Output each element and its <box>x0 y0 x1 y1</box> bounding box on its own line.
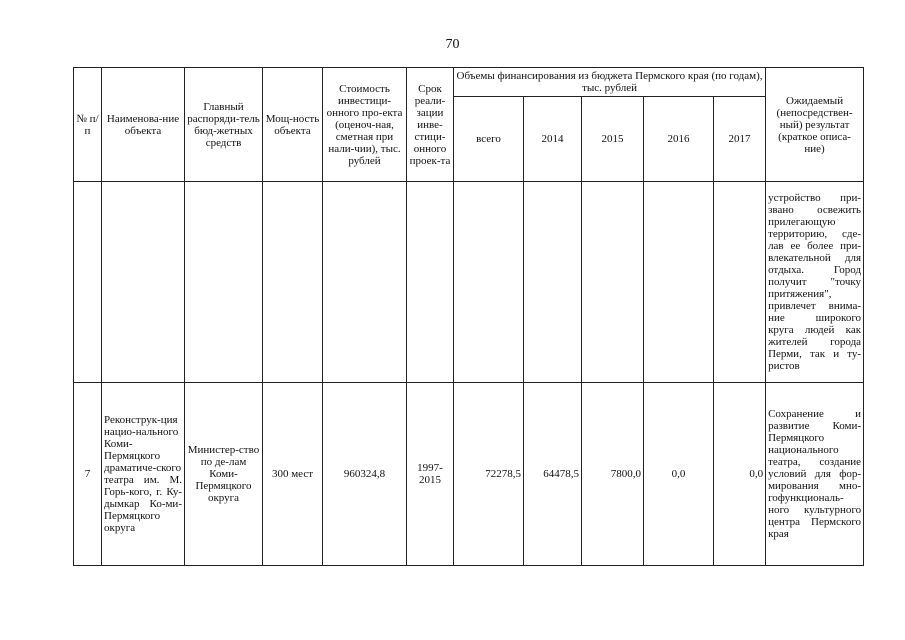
header-result: Ожидаемый (непосредствен-ный) результат (краткое описа-ние) <box>766 68 864 182</box>
term-cell: 1997-2015 <box>407 383 454 566</box>
header-total: всего <box>454 97 524 182</box>
total-cell: 72278,5 <box>454 383 524 566</box>
header-cost: Стоимость инвестици-онного про-екта (оценоч-ная, сметная при нали-чии), тыс. рублей <box>323 68 407 182</box>
header-2016: 2016 <box>644 97 714 182</box>
y2015-cell: 7800,0 <box>582 383 644 566</box>
header-name: Наименова-ние объекта <box>102 68 185 182</box>
header-2017: 2017 <box>714 97 766 182</box>
result-cell: Сохранение и развитие Коми-Пермяцкого национального театра, создание условий для фор-мирования мно-гофункциональ-ного культурного центра Пермского края <box>766 383 864 566</box>
header-num: № п/п <box>74 68 102 182</box>
header-term: Срок реали-зации инве-стици-онного проек-та <box>407 68 454 182</box>
name-cell: Реконструк-ция нацио-нального Коми-Пермяцкого драматиче-ского театра им. М. Горь-кого, г. Ку-дымкар Ко-ми-Пермяцкого округа <box>102 383 185 566</box>
y2016-cell: 0,0 <box>644 383 714 566</box>
manager-cell: Министер-ство по де-лам Коми-Пермяцкого округа <box>185 383 263 566</box>
header-funding: Объемы финансирования из бюджета Пермского края (по годам), тыс. рублей <box>454 68 766 97</box>
page-number: 70 <box>445 37 460 52</box>
table-row <box>74 182 864 383</box>
table-header-row <box>74 68 864 97</box>
investment-projects-table <box>73 67 864 566</box>
header-2015: 2015 <box>582 97 644 182</box>
header-2014: 2014 <box>524 97 582 182</box>
y2017-cell: 0,0 <box>714 383 766 566</box>
capacity-cell: 300 мест <box>263 383 323 566</box>
cost-cell: 960324,8 <box>323 383 407 566</box>
num-cell: 7 <box>74 383 102 566</box>
result-cell: устройство при-звано освежить прилегающую территорию, сде-лав ее более при-влекательной для отдыха. Город получит "точку притяжения", привлечет внима-ние широкого круга людей как жителей города Перми, так и ту-ристов <box>766 182 864 383</box>
header-capacity: Мощ-ность объекта <box>263 68 323 182</box>
table-row <box>74 383 864 566</box>
y2014-cell: 64478,5 <box>524 383 582 566</box>
header-manager: Главный распоряди-тель бюд-жетных средств <box>185 68 263 182</box>
